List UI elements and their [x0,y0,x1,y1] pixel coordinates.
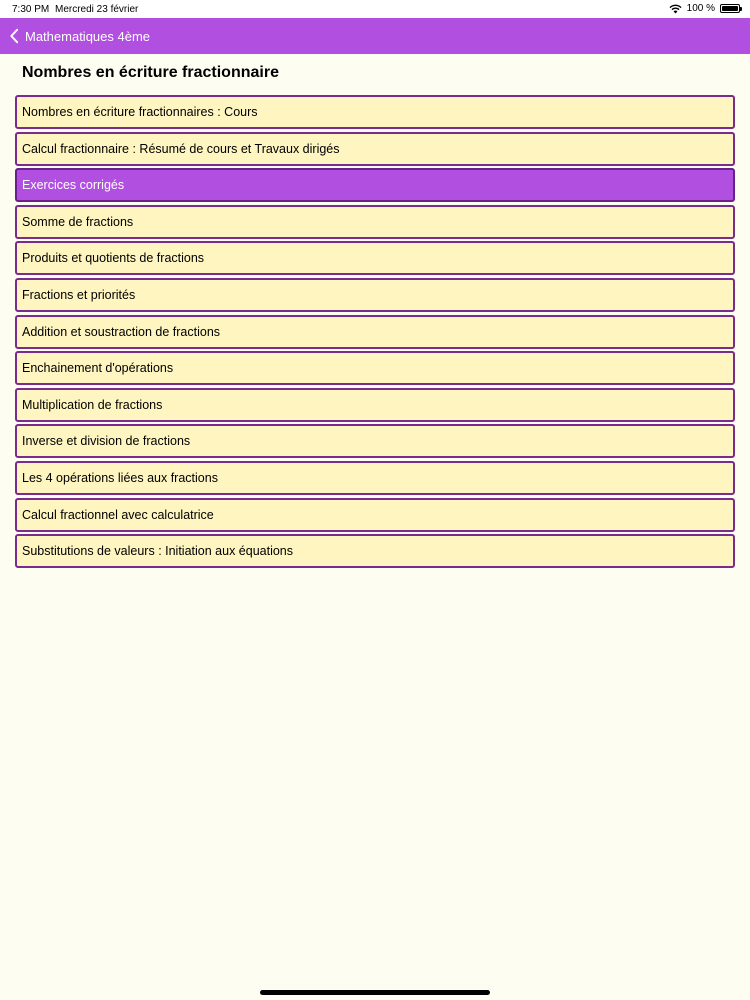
navigation-bar [0,18,750,54]
chevron-left-icon [8,28,20,44]
list-item[interactable]: Somme de fractions [15,205,735,239]
status-bar [0,0,750,18]
list-item[interactable]: Enchainement d'opérations [15,351,735,385]
page-title: Nombres en écriture fractionnaire [22,64,279,81]
menu-list [15,95,735,571]
back-button[interactable] [0,28,150,44]
wifi-icon [669,4,682,14]
battery-percentage: 100 % [686,3,715,14]
status-indicators [669,3,740,14]
list-item[interactable]: Calcul fractionnaire : Résumé de cours et Travaux dirigés [15,132,735,166]
list-item[interactable]: Substitutions de valeurs : Initiation aux équations [15,534,735,568]
back-button-label: Mathematiques 4ème [25,28,151,44]
status-date: Mercredi 23 février [55,4,139,15]
list-item[interactable]: Les 4 opérations liées aux fractions [15,461,735,495]
list-item[interactable]: Calcul fractionnel avec calculatrice [15,498,735,532]
list-item[interactable]: Produits et quotients de fractions [15,241,735,275]
list-item[interactable]: Fractions et priorités [15,278,735,312]
list-item[interactable]: Multiplication de fractions [15,388,735,422]
home-indicator[interactable] [260,990,490,995]
list-item-selected[interactable]: Exercices corrigés [15,168,735,202]
status-time: 7:30 PM [12,4,50,15]
list-item[interactable]: Nombres en écriture fractionnaires : Cours [15,95,735,129]
list-item[interactable]: Addition et soustraction de fractions [15,315,735,349]
battery-icon [720,4,740,13]
list-item[interactable]: Inverse et division de fractions [15,424,735,458]
